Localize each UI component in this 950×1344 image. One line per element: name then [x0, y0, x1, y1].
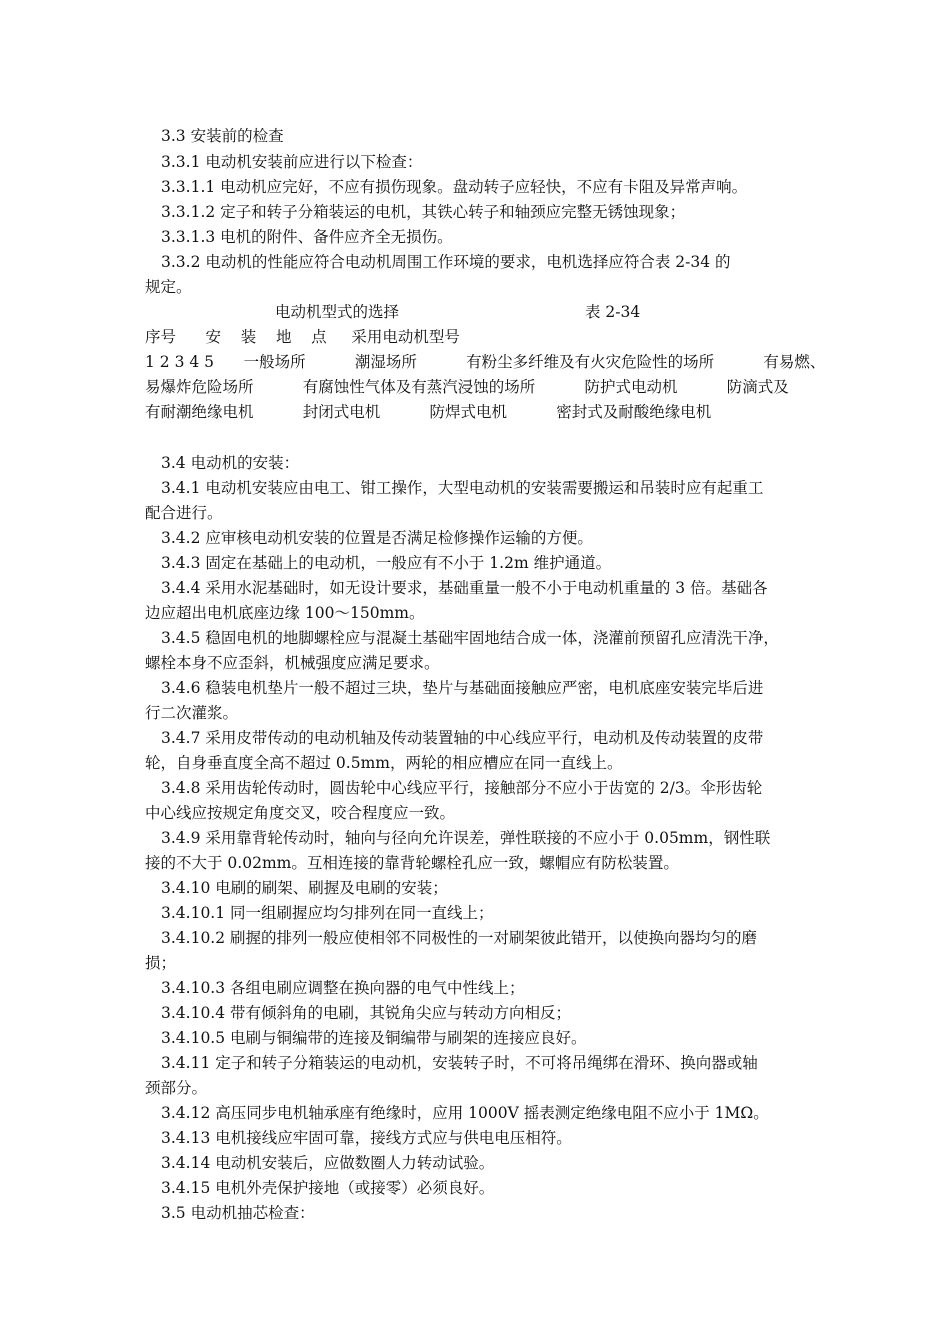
paragraph-3-4-1-line2: 配合进行。: [145, 504, 223, 522]
paragraph-3-4-10-4: 3.4.10.4 带有倾斜角的电刷，其锐角尖应与转动方向相反；: [161, 1004, 572, 1022]
table-number: 表 2-34: [585, 303, 641, 321]
paragraph-3-4-8-line1: 3.4.8 采用齿轮传动时，圆齿轮中心线应平行，接触部分不应小于齿宽的 2/3。伞形齿轮: [161, 779, 763, 797]
paragraph-3-4-7-line2: 轮，自身垂直度全高不超过 0.5mm，两轮的相应槽应在同一直线上。: [145, 754, 623, 772]
paragraph-3-4-10-2-line2: 损；: [145, 954, 177, 972]
paragraph-3-4-9-line2: 接的不大于 0.02mm。互相连接的靠背轮螺栓孔应一致，螺帽应有防松装置。: [145, 854, 679, 872]
paragraph-3-4-14: 3.4.14 电动机安装后，应做数圈人力转动试验。: [161, 1154, 495, 1172]
paragraph-3-3-2-line1: 3.3.2 电动机的性能应符合电动机周围工作环境的要求，电机选择应符合表 2-34 的: [161, 253, 731, 271]
table-row: 有耐潮绝缘电机 封闭式电机 防焊式电机 密封式及耐酸绝缘电机: [145, 403, 712, 421]
paragraph-3-4-12: 3.4.12 高压同步电机轴承座有绝缘时，应用 1000V 摇表测定绝缘电阻不应小于 1MΩ。: [161, 1104, 769, 1122]
table-title: 电动机型式的选择: [275, 303, 400, 321]
paragraph-3-4-3: 3.4.3 固定在基础上的电动机，一般应有不小于 1.2m 维护通道。: [161, 554, 612, 572]
paragraph-3-4-10-1: 3.4.10.1 同一组刷握应均匀排列在同一直线上；: [161, 904, 494, 922]
section-3-3-heading: 3.3 安装前的检查: [161, 127, 284, 145]
paragraph-3-4-13: 3.4.13 电机接线应牢固可靠，接线方式应与供电电压相符。: [161, 1129, 572, 1147]
paragraph-3-4-8-line2: 中心线应按规定角度交叉，咬合程度应一致。: [145, 804, 456, 822]
paragraph-3-4-15: 3.4.15 电机外壳保护接地（或接零）必须良好。: [161, 1179, 495, 1197]
paragraph-3-4-10-3: 3.4.10.3 各组电刷应调整在换向器的电气中性线上；: [161, 979, 525, 997]
paragraph-3-4-4-line2: 边应超出电机底座边缘 100～150mm。: [145, 604, 425, 622]
paragraph-3-4-6-line1: 3.4.6 稳装电机垫片一般不超过三块，垫片与基础面接触应严密，电机底座安装完毕后进: [161, 679, 764, 697]
paragraph-3-4-5-line1: 3.4.5 稳固电机的地脚螺栓应与混凝土基础牢固地结合成一体，浇灌前预留孔应清洗干净，: [161, 629, 779, 647]
paragraph-3-4-10-5: 3.4.10.5 电刷与铜编带的连接及铜编带与刷架的连接应良好。: [161, 1029, 587, 1047]
paragraph-3-4-2: 3.4.2 应审核电动机安装的位置是否满足检修操作运输的方便。: [161, 529, 593, 547]
paragraph-3-4-10: 3.4.10 电刷的刷架、刷握及电刷的安装；: [161, 879, 448, 897]
paragraph-3-4-10-2-line1: 3.4.10.2 刷握的排列一般应使相邻不同极性的一对刷架彼此错开，以使换向器均匀的磨: [161, 929, 758, 947]
paragraph-3-3-2-line2: 规定。: [145, 278, 192, 296]
paragraph-3-4-11-line1: 3.4.11 定子和转子分箱装运的电动机，安装转子时，不可将吊绳绑在滑环、换向器或轴: [161, 1054, 758, 1072]
paragraph-3-4-11-line2: 颈部分。: [145, 1079, 208, 1097]
paragraph-3-4-4-line1: 3.4.4 采用水泥基础时，如无设计要求，基础重量一般不小于电动机重量的 3 倍。基础各: [161, 579, 768, 597]
paragraph-3-4-9-line1: 3.4.9 采用靠背轮传动时，轴向与径向允许误差，弹性联接的不应小于 0.05mm，钢性联: [161, 829, 771, 847]
paragraph-3-4-7-line1: 3.4.7 采用皮带传动的电动机轴及传动装置轴的中心线应平行，电动机及传动装置的皮带: [161, 729, 764, 747]
paragraph-3-4-5-line2: 螺栓本身不应歪斜，机械强度应满足要求。: [145, 654, 440, 672]
table-row: 1 2 3 4 5 一般场所 潮湿场所 有粉尘多纤维及有火灾危险性的场所 有易燃、: [145, 353, 826, 371]
paragraph-3-3-1-3: 3.3.1.3 电机的附件、备件应齐全无损伤。: [161, 228, 453, 246]
table-row: 易爆炸危险场所 有腐蚀性气体及有蒸汽浸蚀的场所 防护式电动机 防滴式及: [145, 378, 789, 396]
paragraph-3-3-1-1: 3.3.1.1 电动机应完好，不应有损伤现象。盘动转子应轻快，不应有卡阻及异常声响。: [161, 178, 748, 196]
section-3-4-heading: 3.4 电动机的安装：: [161, 454, 300, 472]
table-header: 序号 安 装 地 点 采用电动机型号: [145, 328, 460, 346]
paragraph-3-4-6-line2: 行二次灌浆。: [145, 704, 239, 722]
paragraph-3-3-1-2: 3.3.1.2 定子和转子分箱装运的电机，其铁心转子和轴颈应完整无锈蚀现象；: [161, 203, 686, 221]
section-3-5-heading: 3.5 电动机抽芯检查：: [161, 1204, 315, 1222]
paragraph-3-4-1-line1: 3.4.1 电动机安装应由电工、钳工操作，大型电动机的安装需要搬运和吊装时应有起重工: [161, 479, 764, 497]
paragraph-3-3-1: 3.3.1 电动机安装前应进行以下检查：: [161, 153, 423, 171]
